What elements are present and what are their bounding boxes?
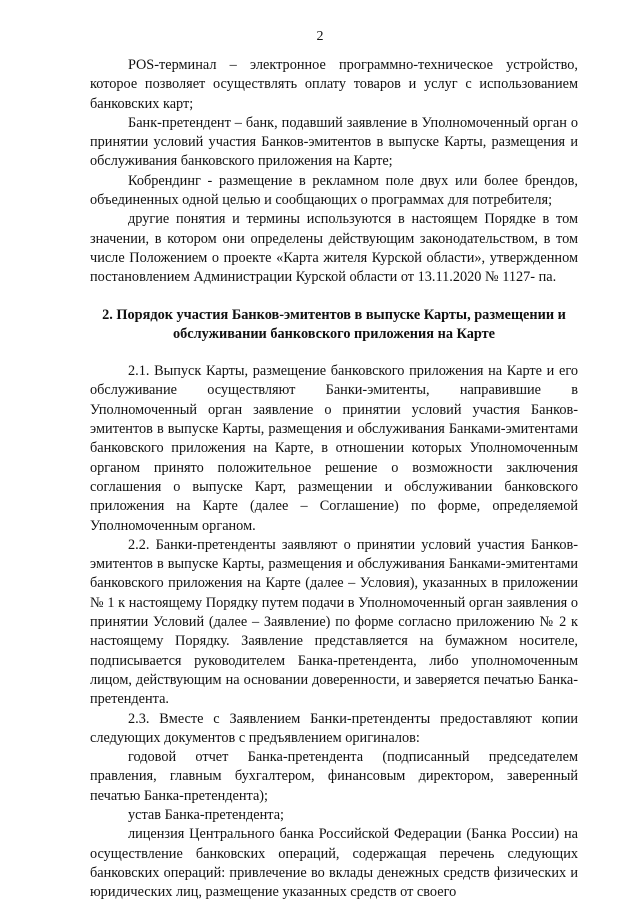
section-heading: 2. Порядок участия Банков-эмитентов в выпуске Карты, размещении и обслуживании банковского приложения на Карте [102, 306, 566, 342]
document-body [90, 56, 578, 902]
paragraph-bank-applicant: Банк-претендент – банк, подавший заявление в Уполномоченный орган о принятии условий участия Банков-эмитентов в выпуске Карты, размещения и обслуживания банковского приложения на Карте; [90, 114, 578, 170]
paragraph-annual-report: годовой отчет Банка-претендента (подписанный председателем правления, главным бухгалтером, финансовым директором, заверенный печатью Банка-претендента); [90, 749, 578, 804]
paragraph-2-1: 2.1. Выпуск Карты, размещение банковского приложения на Карте и его обслуживание осуществляют Банки-эмитенты, направившие в Уполномоченный орган заявление о принятии условий участия Банков-эмитентов в выпуске Карты, размещения и обслуживания Банками-эмитентами банковского приложения на Карте, в отношении которых Уполномоченным органом принято положительное решение о возможности заключения соглашения о выпуске Карт, размещении и обслуживании банковского приложения на Карте (далее – Соглашение) по форме, определяемой Уполномоченным органом. [90, 363, 578, 534]
paragraph-other-terms: другие понятия и термины используются в настоящем Порядке в том значении, в котором они определены действующим законодательством, в том числе Положением о проекте «Карта жителя Курской области», утвержденном постановлением Администрации Курской области от 13.11.2020 № 1127- па. [90, 211, 578, 286]
paragraph-2-2: 2.2. Банки-претенденты заявляют о принятии условий участия Банков-эмитентов в выпуске Карты, размещения и обслуживания Банками-эмитентами банковского приложения на Карте (далее – Условия), указанных в приложении № 1 к настоящему Порядку путем подачи в Уполномоченный орган заявления о принятии Условий (далее – Заявление) по форме согласно приложению № 2 к настоящему Порядку. Заявление представляется на бумажном носителе, подписывается руководителем Банка-претендента, либо уполномоченным лицом, действующим на основании доверенности, и заверяется печатью Банка-претендента. [90, 536, 578, 708]
page-number: 2 [316, 29, 324, 44]
paragraph-2-3: 2.3. Вместе с Заявлением Банки-претенденты предоставляют копии следующих документов с предъявлением оригиналов: [90, 710, 578, 746]
paragraph-cobranding: Кобрендинг - размещение в рекламном поле двух или более брендов, объединенных одной целью и сообщающих о программах для потребителя; [90, 172, 578, 209]
paragraph-charter: устав Банка-претендента; [128, 806, 285, 823]
paragraph-pos-terminal: POS-терминал – электронное программно-техническое устройство, которое позволяет осуществлять оплату товаров и услуг с использованием банковских карт; [90, 57, 578, 112]
paragraph-license: лицензия Центрального банка Российской Федерации (Банка России) на осуществление банковских операций, содержащая перечень следующих банковских операций: привлечение во вклады денежных средств физических и юридических лиц, размещение указанных средств от своего [90, 826, 578, 901]
